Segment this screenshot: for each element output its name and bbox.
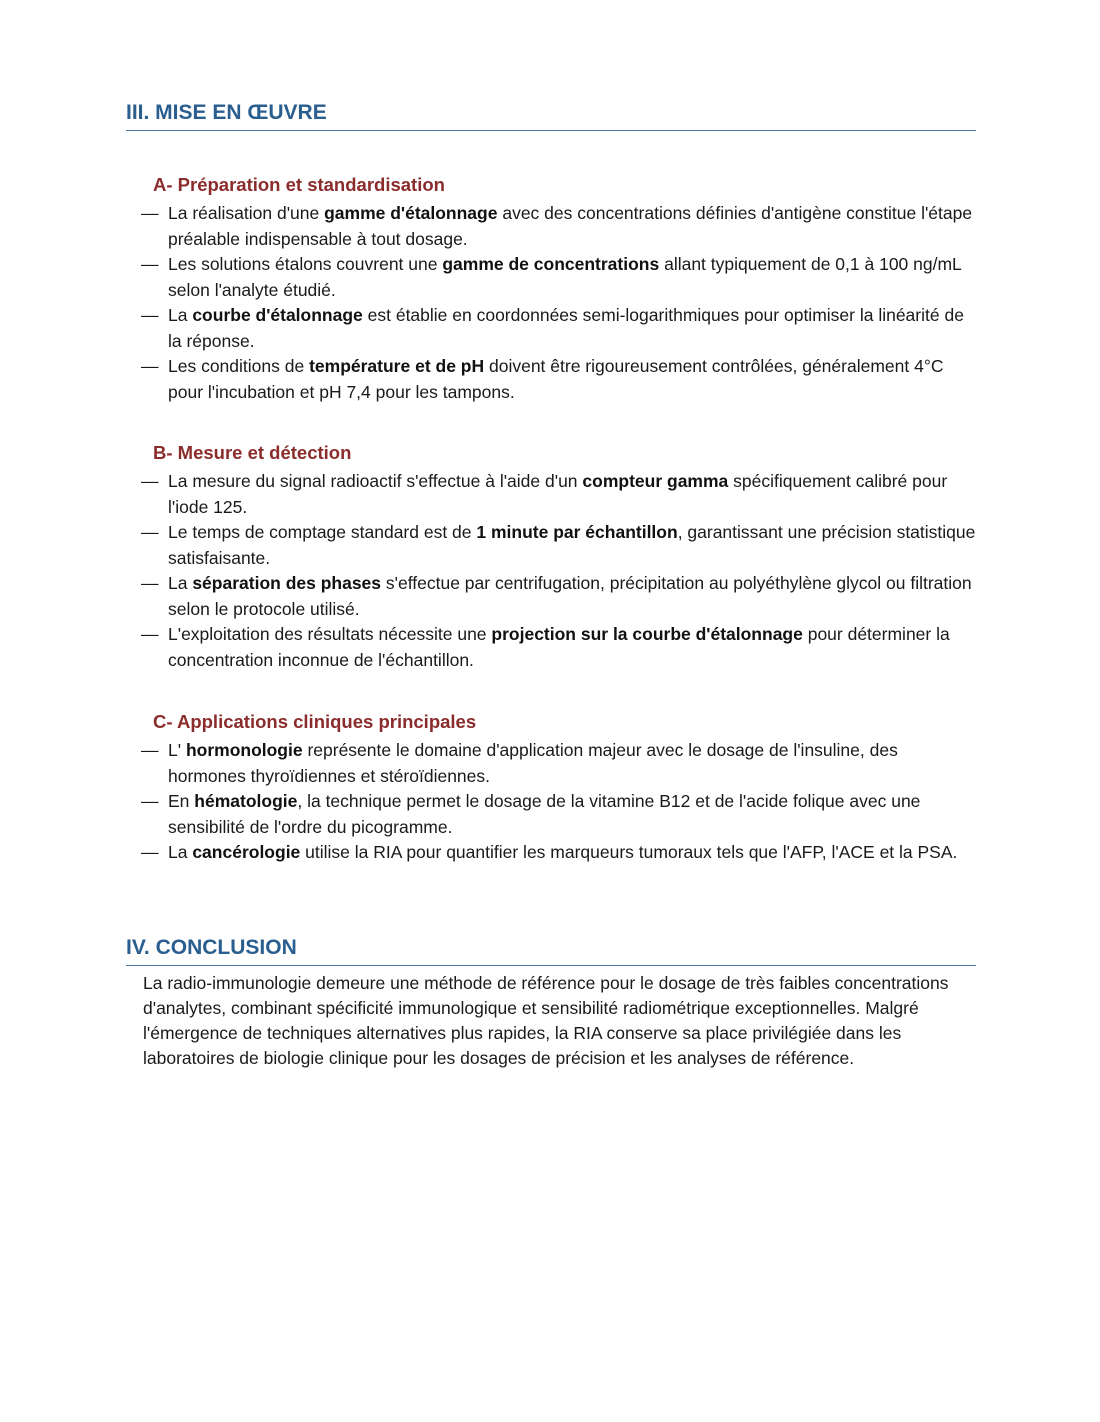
section-heading-conclusion: IV. CONCLUSION bbox=[126, 935, 976, 966]
bullet-keyword: cancérologie bbox=[192, 842, 301, 862]
subsection-title-applications: C- Applications cliniques principales bbox=[153, 711, 477, 732]
bullet-text: avec des concentrations définies d'antigène constitue l'étape préalable indispensable à tout dosage. bbox=[168, 203, 973, 249]
bullet-text: allant typiquement de 0,1 à 100 ng/mL selon l'analyte étudié. bbox=[168, 254, 962, 300]
dash-marker: — bbox=[141, 791, 159, 811]
bullet-text: En bbox=[168, 791, 195, 811]
bullet-text: spécifiquement calibré pour l'iode 125. bbox=[168, 471, 948, 517]
bullet-keyword: séparation des phases bbox=[192, 573, 382, 593]
bullet-list-preparation bbox=[126, 201, 976, 405]
bullet-text: Le temps de comptage standard est de bbox=[168, 522, 477, 542]
bullet-keyword: hormonologie bbox=[185, 740, 303, 760]
bullet-text: La bbox=[168, 842, 193, 862]
bullet-keyword: 1 minute par échantillon bbox=[476, 522, 678, 542]
subsection-preparation bbox=[126, 173, 976, 405]
dash-marker: — bbox=[141, 573, 159, 593]
bullet-text: , garantissant une précision statistique satisfaisante. bbox=[168, 522, 976, 568]
list-item bbox=[126, 354, 976, 405]
dash-marker: — bbox=[141, 305, 159, 325]
dash-marker: — bbox=[141, 356, 159, 376]
bullet-text: doivent être rigoureusement contrôlées, généralement 4°C pour l'incubation et pH 7,4 pour les tampons. bbox=[168, 356, 944, 402]
bullet-text: utilise la RIA pour quantifier les marqueurs tumoraux tels que l'AFP, l'ACE et la PSA. bbox=[300, 842, 958, 862]
bullet-keyword: température et de pH bbox=[309, 356, 485, 376]
dash-marker: — bbox=[141, 740, 159, 760]
list-item bbox=[126, 303, 976, 354]
subsection-title-preparation: A- Préparation et standardisation bbox=[153, 174, 445, 195]
subsection-mesure bbox=[126, 441, 976, 673]
bullet-keyword: compteur gamma bbox=[582, 471, 729, 491]
bullet-text: Les solutions étalons couvrent une bbox=[168, 254, 443, 274]
bullet-text: La bbox=[168, 573, 193, 593]
bullet-keyword: gamme de concentrations bbox=[442, 254, 660, 274]
dash-marker: — bbox=[141, 522, 159, 542]
bullet-list-applications bbox=[126, 738, 976, 866]
list-item bbox=[126, 622, 976, 673]
dash-marker: — bbox=[141, 624, 159, 644]
list-item bbox=[126, 789, 976, 840]
dash-marker: — bbox=[141, 471, 159, 491]
dash-marker: — bbox=[141, 254, 159, 274]
bullet-text: , la technique permet le dosage de la vitamine B12 et de l'acide folique avec une sensibilité de l'ordre du picogramme. bbox=[168, 791, 921, 837]
bullet-list-mesure bbox=[126, 469, 976, 673]
bullet-text: représente le domaine d'application majeur avec le dosage de l'insuline, des hormones thyroïdiennes et stéroïdiennes. bbox=[168, 740, 898, 786]
bullet-keyword: courbe d'étalonnage bbox=[192, 305, 363, 325]
list-item bbox=[126, 520, 976, 571]
bullet-text: pour déterminer la concentration inconnue de l'échantillon. bbox=[168, 624, 950, 670]
dash-marker: — bbox=[141, 842, 159, 862]
list-item bbox=[126, 469, 976, 520]
conclusion-paragraph: La radio-immunologie demeure une méthode de référence pour le dosage de très faibles concentrations d'analytes, combinant spécificité immunologique et sensibilité radiométrique exceptionnelles. Malgré l'émergence de techniques alternatives plus rapides, la RIA conserve sa place privilégiée dans les laboratoires de biologie clinique pour les dosages de précision et les analyses de référence. bbox=[143, 973, 949, 1068]
bullet-keyword: projection sur la courbe d'étalonnage bbox=[491, 624, 803, 644]
bullet-text: Les conditions de bbox=[168, 356, 310, 376]
bullet-text: s'effectue par centrifugation, précipitation au polyéthylène glycol ou filtration selon le protocole utilisé. bbox=[168, 573, 972, 619]
bullet-text: L' bbox=[168, 740, 186, 760]
bullet-text: La mesure du signal radioactif s'effectue à l'aide d'un bbox=[168, 471, 583, 491]
bullet-text: La bbox=[168, 305, 193, 325]
list-item bbox=[126, 201, 976, 252]
list-item bbox=[126, 571, 976, 622]
list-item bbox=[126, 738, 976, 789]
bullet-keyword: hématologie bbox=[194, 791, 298, 811]
dash-marker: — bbox=[141, 203, 159, 223]
bullet-text: L'exploitation des résultats nécessite une bbox=[168, 624, 492, 644]
list-item bbox=[126, 840, 976, 866]
subsection-title-mesure: B- Mesure et détection bbox=[153, 442, 352, 463]
bullet-text: est établie en coordonnées semi-logarithmiques pour optimiser la linéarité de la réponse. bbox=[168, 305, 964, 351]
section-heading-mise-en-oeuvre: III. MISE EN ŒUVRE bbox=[126, 100, 976, 131]
subsection-applications bbox=[126, 710, 976, 866]
bullet-keyword: gamme d'étalonnage bbox=[324, 203, 498, 223]
bullet-text: La réalisation d'une bbox=[168, 203, 325, 223]
list-item bbox=[126, 252, 976, 303]
